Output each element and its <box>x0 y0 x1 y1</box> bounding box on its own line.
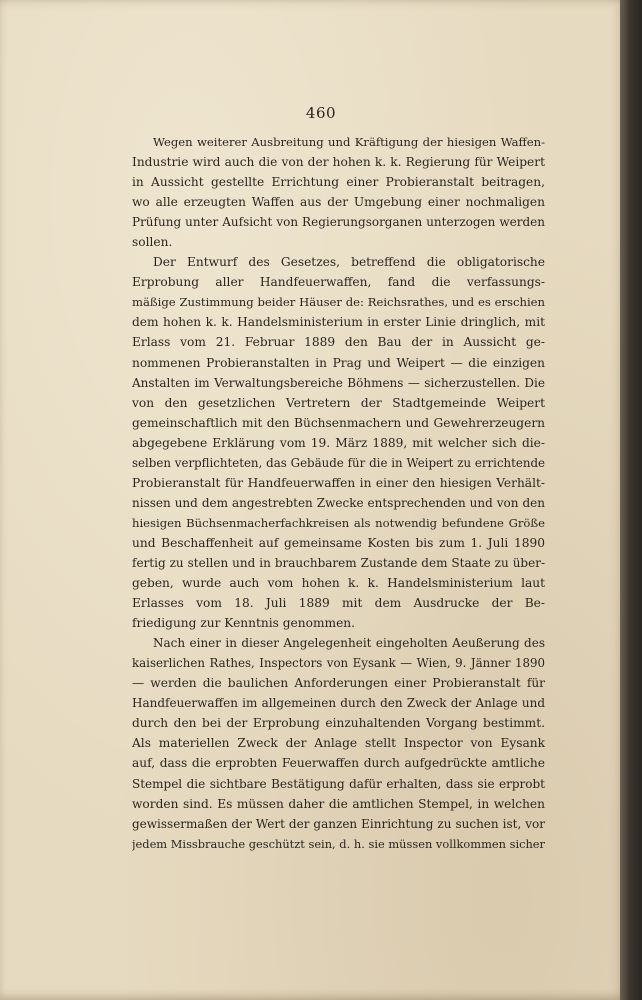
text-line: auf, dass die erprobten Feuerwaffen durch aufgedrückte amtliche <box>132 756 545 771</box>
text-line: selben verpflichteten, das Gebäude für die in Weipert zu errichtende <box>132 455 545 470</box>
text-line: Anstalten im Verwaltungsbereiche Böhmens — sicherzustellen. Die <box>132 375 545 390</box>
text-line: Prüfung unter Aufsicht von Regierungsorganen unterzogen werden <box>132 215 545 230</box>
text-line: — werden die baulichen Anforderungen einer Probieranstalt für <box>132 676 545 691</box>
text-line: Handfeuerwaffen im allgemeinen durch den Zweck der Anlage und <box>132 696 545 711</box>
paragraph-2 <box>132 252 545 633</box>
text-line: Stempel die sichtbare Bestätigung dafür erhalten, dass sie erprobt <box>132 776 545 791</box>
book-spine-edge <box>620 0 642 1000</box>
text-line: gemeinschaftlich mit den Büchsenmachern und Gewehrerzeugern <box>132 415 545 430</box>
text-line: kaiserlichen Rathes, Inspectors von Eysank — Wien, 9. Jänner 1890 <box>132 656 545 671</box>
text-line: dem hohen k. k. Handelsministerium in erster Linie dringlich, mit <box>132 315 545 330</box>
text-line: von den gesetzlichen Vertretern der Stadtgemeinde Weipert <box>132 395 545 410</box>
text-line: Erlasses vom 18. Juli 1889 mit dem Ausdrucke der Be- <box>132 596 545 611</box>
text-line: Erprobung aller Handfeuerwaffen, fand die verfassungs- <box>132 275 545 290</box>
body-text <box>132 132 545 854</box>
text-line: Als materiellen Zweck der Anlage stellt Inspector von Eysank <box>132 736 545 751</box>
text-line: sollen. <box>132 235 173 250</box>
text-line: hiesigen Büchsenmacherfachkreisen als notwendig befundene Größe <box>132 515 545 530</box>
page-number: 460 <box>305 104 337 122</box>
text-line: gewissermaßen der Wert der ganzen Einrichtung zu suchen ist, vor <box>132 816 545 831</box>
text-line: geben, wurde auch vom hohen k. k. Handelsministerium laut <box>132 576 545 591</box>
text-line: abgegebene Erklärung vom 19. März 1889, mit welcher sich die- <box>132 435 545 450</box>
text-line: jedem Missbrauche geschützt sein, d. h. sie müssen vollkommen sicher <box>132 836 545 851</box>
text-line: Probieranstalt für Handfeuerwaffen in einer den hiesigen Verhält- <box>132 475 545 490</box>
text-line: in Aussicht gestellte Errichtung einer Probieranstalt beitragen, <box>132 175 545 190</box>
paragraph-1 <box>132 132 545 252</box>
text-line: Der Entwurf des Gesetzes, betreffend die obligatorische <box>153 255 545 270</box>
text-line: Industrie wird auch die von der hohen k. k. Regierung für Weipert <box>132 155 545 170</box>
text-line: worden sind. Es müssen daher die amtlichen Stempel, in welchen <box>132 796 545 811</box>
text-line: nommenen Probieranstalten in Prag und Weipert — die einzigen <box>132 355 545 370</box>
text-line: friedigung zur Kenntnis genommen. <box>132 616 356 631</box>
text-line: mäßige Zustimmung beider Häuser de: Reichsrathes, und es erschien <box>132 295 545 310</box>
text-line: und Beschaffenheit auf gemeinsame Kosten bis zum 1. Juli 1890 <box>132 535 545 550</box>
text-line: Wegen weiterer Ausbreitung und Kräftigung der hiesigen Waffen- <box>153 135 545 149</box>
text-line: Nach einer in dieser Angelegenheit eingeholten Aeußerung des <box>153 636 545 651</box>
text-line: wo alle erzeugten Waffen aus der Umgebung einer nochmaligen <box>132 195 545 210</box>
text-line: nissen und dem angestrebten Zwecke entsprechenden und von den <box>132 495 545 510</box>
text-line: fertig zu stellen und in brauchbarem Zustande dem Staate zu über- <box>132 555 545 570</box>
text-line: Erlass vom 21. Februar 1889 den Bau der in Aussicht ge- <box>132 335 545 350</box>
text-line: durch den bei der Erprobung einzuhaltenden Vorgang bestimmt. <box>132 716 545 731</box>
paragraph-3 <box>132 633 545 854</box>
